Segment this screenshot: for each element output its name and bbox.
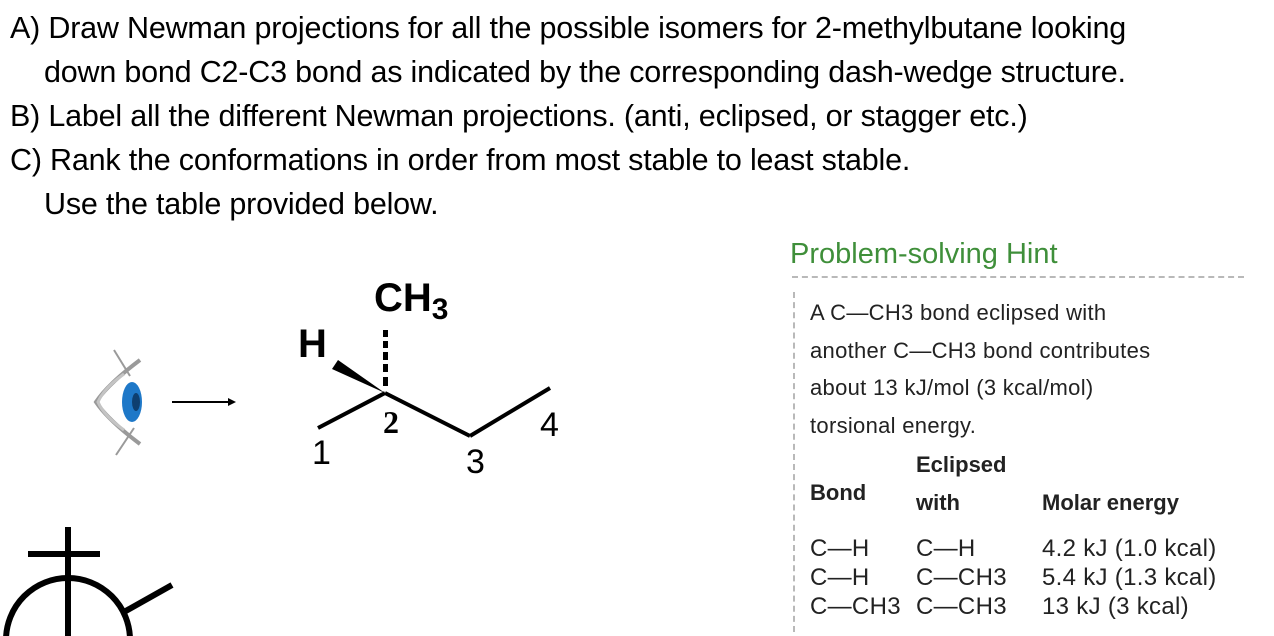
table-cell-r2-with: C—CH3	[916, 564, 1007, 591]
bond-c1-c2	[318, 393, 385, 428]
carbon-number-1: 1	[312, 434, 331, 472]
table-cell-r1-energy: 4.2 kJ (1.0 kcal)	[1042, 535, 1217, 562]
question-a-line-1: A) Draw Newman projections for all the possible isomers for 2-methylbutane looking	[10, 11, 1126, 45]
methyl-label-text: CH	[374, 276, 432, 320]
hashed-bond-ch3	[383, 330, 388, 386]
carbon-number-4: 4	[540, 406, 559, 444]
table-header-eclipsed: Eclipsed	[916, 452, 1007, 477]
methyl-label	[374, 276, 448, 327]
hint-line-4: torsional energy.	[810, 412, 977, 438]
table-cell-r3-energy: 13 kJ (3 kcal)	[1042, 593, 1189, 620]
question-c-note: Use the table provided below.	[44, 187, 439, 221]
hint-title: Problem-solving Hint	[790, 238, 1058, 270]
bond-c3-c4	[470, 388, 550, 436]
hint-line-1: A C—CH3 bond eclipsed with	[810, 300, 1107, 325]
table-cell-r3-with: C—CH3	[916, 593, 1007, 620]
carbon-number-2: 2	[383, 404, 399, 440]
hint-text	[810, 294, 1150, 444]
table-cell-r1-with: C—H	[916, 535, 976, 562]
table-cell-r2-bond: C—H	[810, 564, 870, 591]
table-cell-r2-energy: 5.4 kJ (1.3 kcal)	[1042, 564, 1217, 591]
table-cell-r1-bond: C—H	[810, 535, 870, 562]
hint-line-3: about 13 kJ/mol (3 kcal/mol)	[810, 375, 1094, 400]
arrow-icon	[172, 398, 236, 406]
hint-line-2: another C—CH3 bond contributes	[810, 337, 1151, 363]
methyl-label-subscript: 3	[431, 293, 449, 326]
eye-icon	[96, 350, 142, 455]
hint-side-rule	[793, 292, 795, 632]
wedge-bond-h	[332, 360, 385, 393]
table-header-bond: Bond	[810, 480, 867, 505]
newman-projection-icon	[6, 527, 172, 636]
question-b: B) Label all the different Newman projections. (anti, eclipsed, or stagger etc.)	[10, 99, 1028, 133]
table-cell-r3-bond: C—CH3	[810, 593, 901, 620]
table-header-molar-energy: Molar energy	[1042, 490, 1179, 515]
carbon-number-3: 3	[466, 443, 485, 481]
question-c: C) Rank the conformations in order from most stable to least stable.	[10, 143, 911, 177]
hint-divider	[792, 276, 1244, 278]
table-header-with: with	[916, 490, 960, 515]
hydrogen-label: H	[298, 322, 327, 366]
question-a-line-2: down bond C2-C3 bond as indicated by the corresponding dash-wedge structure.	[44, 55, 1126, 89]
